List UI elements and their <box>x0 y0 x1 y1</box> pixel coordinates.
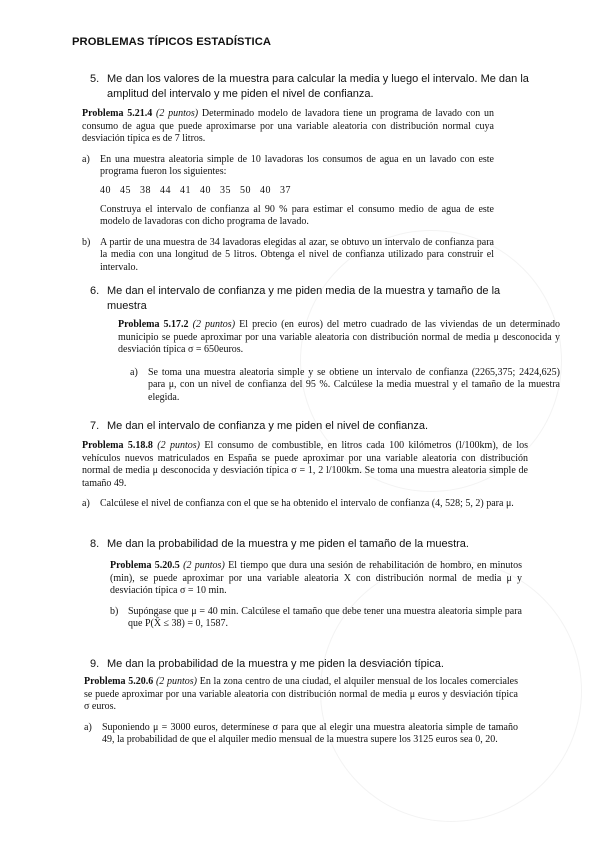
problem-item <box>82 498 528 511</box>
section-text: Me dan los valores de la muestra para calcular la media y luego el intervalo. Me dan la amplitud del intervalo y me piden el nivel de confianza. <box>107 73 529 100</box>
problem-item <box>130 367 560 405</box>
problem-points: (2 puntos) <box>157 440 200 451</box>
item-text-2: Construya el intervalo de confianza al 90 % para estimar el consumo medio de agua de este modelo de lavadoras con dicho programa de lavado. <box>100 203 494 228</box>
problem-statement: El consumo de combustible, en litros cada 100 kilómetros (l/100km), de los vehículos nuevos matriculados en España se puede aproximar por una variable aleatoria con distribución normal de media μ desconocida y desviación típica σ = 1, 2 l/100km. Se toma una muestra aleatoria simple de tamaño 49. <box>82 440 529 489</box>
problem-id: Problema 5.17.2 <box>118 319 189 330</box>
problem-points: (2 puntos) <box>156 108 199 119</box>
problem-points: (2 puntos) <box>183 560 225 571</box>
problem-id: Problema 5.21.4 <box>82 108 153 119</box>
problem-5-20-6 <box>84 676 518 747</box>
problem-id: Problema 5.20.6 <box>84 676 154 687</box>
problem-5-17-2 <box>118 319 560 405</box>
item-label: b) <box>110 605 119 617</box>
problem-statement: El tiempo que dura una sesión de rehabilitación de hombro, en minutos (min), se puede aproximar por una variable aleatoria X con distribución normal de media μ y desviación típica σ = 10 min. <box>110 560 523 597</box>
problem-statement: En la zona centro de una ciudad, el alquiler mensual de los locales comerciales se puede aproximar por una variable aleatoria con distribución normal de media μ euros y desviación típica σ euros. <box>84 676 519 713</box>
section-text: Me dan la probabilidad de la muestra y me piden la desviación típica. <box>107 658 444 670</box>
problem-points: (2 puntos) <box>192 319 236 330</box>
section-text: Me dan el intervalo de confianza y me piden media de la muestra y tamaño de la muestra <box>107 285 501 312</box>
item-text: A partir de una muestra de 34 lavadoras elegidas al azar, se obtuvo un intervalo de confianza para la media con una longitud de 5 litros. Obtenga el nivel de confianza utilizado para construir el intervalo. <box>100 236 494 273</box>
problem-5-21-4 <box>82 108 494 275</box>
problem-id: Problema 5.20.5 <box>110 560 180 571</box>
problem-5-18-8 <box>82 440 528 511</box>
data-values: 40 45 38 44 41 40 35 50 40 37 <box>100 184 291 196</box>
problem-id: Problema 5.18.8 <box>82 440 153 451</box>
section-heading-9 <box>90 657 530 672</box>
item-label: a) <box>84 721 92 733</box>
item-label: a) <box>130 366 138 378</box>
section-number: 5. <box>90 73 100 85</box>
item-text: Suponiendo μ = 3000 euros, determínese σ para que al elegir una muestra aleatoria simple de tamaño 49, la probabilidad de que el alquiler medio mensual de la muestra supere los 3125 euros sea 0, 20. <box>102 721 518 746</box>
section-text: Me dan el intervalo de confianza y me piden el nivel de confianza. <box>107 420 429 432</box>
section-number: 8. <box>90 538 100 550</box>
section-number: 9. <box>90 658 100 670</box>
problem-statement: El precio (en euros) del metro cuadrado de las viviendas de un determinado municipio se puede aproximar por una variable aleatoria con distribución normal de media μ desconocida y desviación típica σ = 650euros. <box>118 319 561 356</box>
problem-item <box>84 722 518 747</box>
section-text: Me dan la probabilidad de la muestra y me piden el tamaño de la muestra. <box>107 538 469 550</box>
item-text: Supóngase que μ = 40 min. Calcúlese el tamaño que debe tener una muestra aleatoria simple para que P(X̄ ≤ 38) = 0, 1587. <box>128 605 522 630</box>
problem-points: (2 puntos) <box>155 676 197 687</box>
problem-item <box>82 154 494 229</box>
problem-item <box>82 237 494 275</box>
section-heading-7 <box>90 419 530 434</box>
section-number: 7. <box>90 420 100 432</box>
section-heading-6 <box>90 284 520 313</box>
section-number: 6. <box>90 285 100 297</box>
item-label: a) <box>82 153 90 165</box>
problem-statement: Determinado modelo de lavadora tiene un programa de lavado con un consumo de agua que puede aproximarse por una variable aleatoria con distribución normal cuya desviación típica es de 7 litros. <box>82 108 494 145</box>
problem-item <box>110 606 522 631</box>
item-label: a) <box>82 498 90 510</box>
section-heading-8 <box>90 537 530 552</box>
section-heading-5 <box>90 72 535 101</box>
item-text: Calcúlese el nivel de confianza con el que se ha obtenido el intervalo de confianza (4, 528; 5, 2) para μ. <box>100 498 514 510</box>
item-text: Se toma una muestra aleatoria simple y se obtiene un intervalo de confianza (2265,375; 2424,625) para μ, con un nivel de confianza del 95 %. Calcúlese la media muestral y el tamaño de la muestra elegida. <box>148 366 560 403</box>
page-title: PROBLEMAS TÍPICOS ESTADÍSTICA <box>72 36 272 48</box>
problem-5-20-5 <box>110 560 522 631</box>
item-label: b) <box>82 236 91 248</box>
item-text: En una muestra aleatoria simple de 10 lavadoras los consumos de agua en un lavado con este programa fueron los siguientes: <box>100 153 494 178</box>
